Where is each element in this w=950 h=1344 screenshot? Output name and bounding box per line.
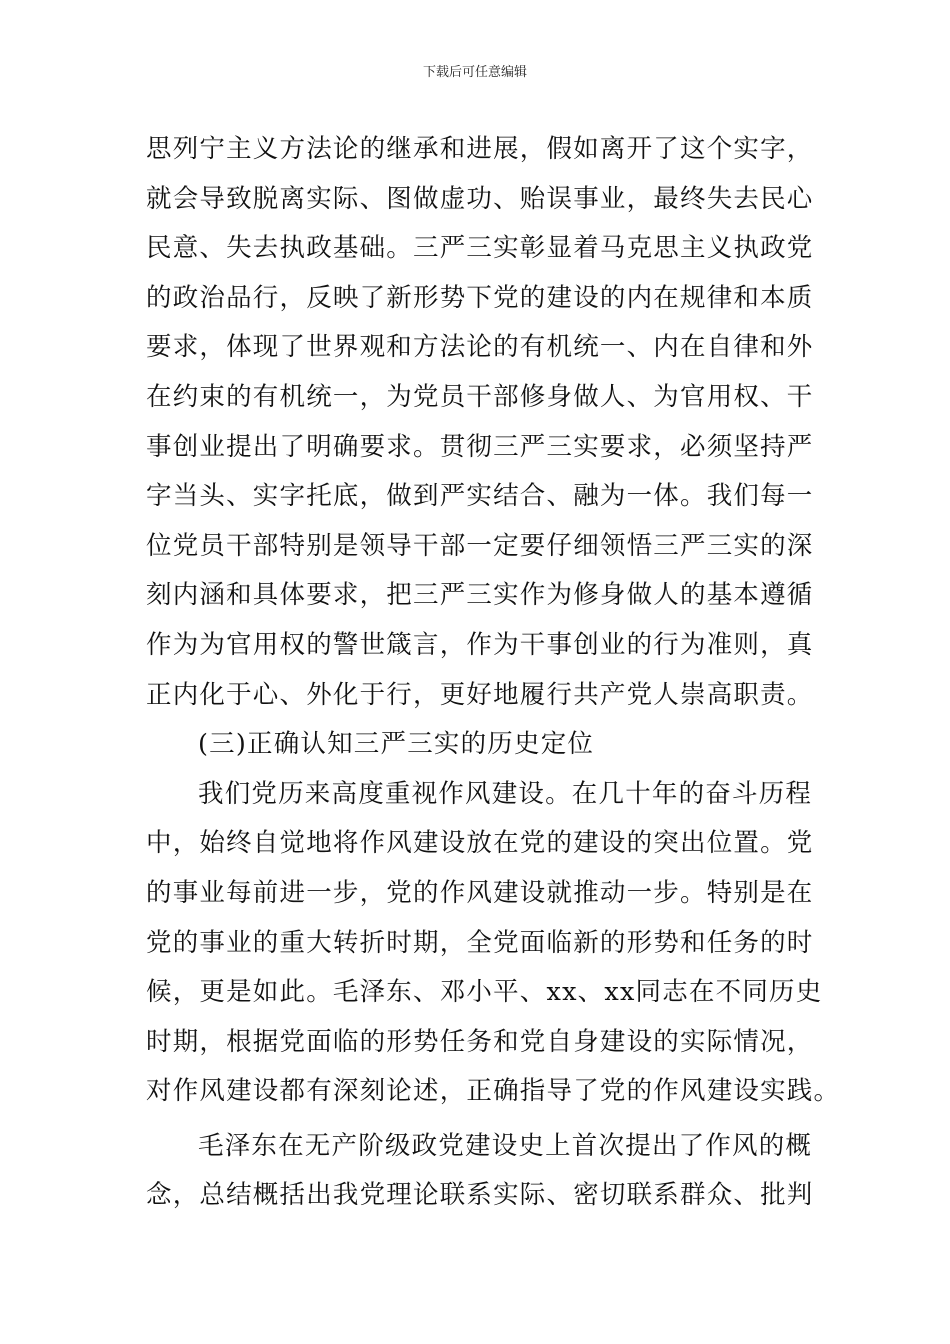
paragraph-start-line: 我们党历来高度重视作风建设。在几十年的奋斗历程: [198, 778, 813, 809]
document-body: [146, 125, 841, 1221]
text-line: 位党员干部特别是领导干部一定要仔细领悟三严三实的深: [146, 530, 814, 561]
paragraph-start-line: 毛泽东在无产阶级政党建设史上首次提出了作风的概: [198, 1130, 813, 1161]
text-line: 思列宁主义方法论的继承和进展，假如离开了这个实字，: [146, 134, 814, 164]
text-line: 的事业每前进一步，党的作风建设就推动一步。特别是在: [146, 877, 814, 908]
text-line: 就会导致脱离实际、图做虚功、贻误事业，最终失去民心: [146, 183, 814, 214]
section-heading: (三)正确认知三严三实的历史定位: [198, 729, 595, 760]
page-header: 下载后可任意编辑: [422, 65, 527, 80]
text-line: 事创业提出了明确要求。贯彻三严三实要求，必须坚持严: [146, 431, 814, 462]
text-line: 正内化于心、外化于行，更好地履行共产党人崇高职责。: [146, 679, 814, 710]
text-line: 字当头、实字托底，做到严实结合、融为一体。我们每一: [146, 481, 814, 512]
text-line: 的政治品行，反映了新形势下党的建设的内在规律和本质: [146, 282, 814, 313]
text-line: 要求，体现了世界观和方法论的有机统一、内在自律和外: [146, 332, 814, 363]
text-line: 中，始终自觉地将作风建设放在党的建设的突出位置。党: [146, 828, 814, 859]
text-line: 刻内涵和具体要求，把三严三实作为修身做人的基本遵循: [146, 580, 814, 611]
text-line: 对作风建设都有深刻论述，正确指导了党的作风建设实践。: [146, 1076, 841, 1107]
text-line: 时期，根据党面临的形势任务和党自身建设的实际情况，: [146, 1026, 814, 1057]
text-line: 候，更是如此。毛泽东、邓小平、xx、xx同志在不同历史: [146, 977, 823, 1008]
text-line: 在约束的有机统一，为党员干部修身做人、为官用权、干: [146, 381, 814, 412]
text-line: 民意、失去执政基础。三严三实彰显着马克思主义执政党: [146, 233, 814, 264]
text-line: 党的事业的重大转折时期，全党面临新的形势和任务的时: [146, 927, 814, 958]
text-line: 念，总结概括出我党理论联系实际、密切联系群众、批判: [146, 1180, 814, 1211]
text-line: 作为为官用权的警世箴言，作为干事创业的行为准则，真: [146, 629, 814, 660]
